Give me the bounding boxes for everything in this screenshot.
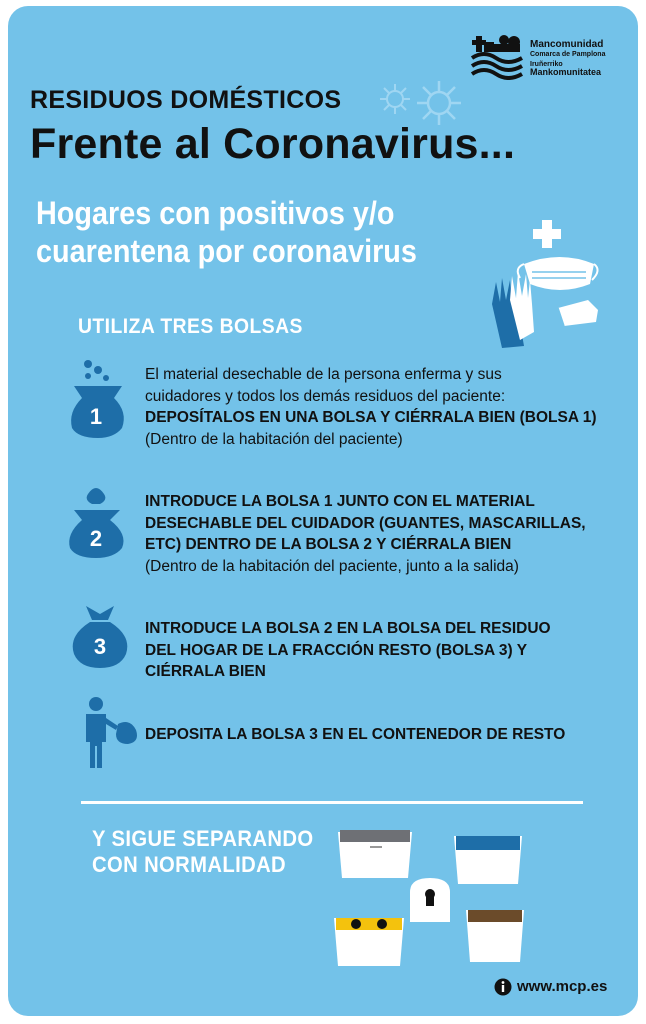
mancomunidad-logo-icon [470, 30, 526, 80]
step-1-number: 1 [89, 404, 103, 429]
yellow-bin-icon [334, 918, 404, 966]
bag-3-icon [68, 602, 132, 670]
step-4-line1: DEPOSITA LA BOLSA 3 EN EL CONTENEDOR DE RESTO [145, 726, 566, 743]
step-3-text [145, 618, 605, 683]
step-1-text [145, 364, 605, 451]
step-2-line1: INTRODUCE LA BOLSA 1 JUNTO CON EL MATERIAL [145, 493, 535, 510]
step-1-line1: El material desechable de la persona enferma y sus [145, 366, 502, 383]
step-3-line2: DEL HOGAR DE LA FRACCIÓN RESTO (BOLSA 3) Y [145, 641, 528, 659]
subtitle-line2: cuarentena por coronavirus [36, 232, 417, 269]
step-2-text [145, 491, 605, 578]
section-title: UTILIZA TRES BOLSAS [78, 315, 303, 338]
page-title: Frente al Coronavirus... [30, 120, 516, 168]
medical-supplies-icon [484, 212, 604, 352]
step-3-line1: INTRODUCE LA BOLSA 2 EN LA BOLSA DEL RESIDUO [145, 620, 551, 637]
step-1-line2: cuidadores y todos los demás residuos del paciente: [145, 387, 506, 405]
step-1-instruction: DEPOSÍTALOS EN UNA BOLSA Y CIÉRRALA BIEN (BOLSA 1) [145, 409, 597, 427]
grey-bin-icon [338, 830, 412, 878]
bag-2-icon [64, 480, 130, 560]
logo-line2: Comarca de Pamplona [530, 50, 606, 58]
step-3-number: 3 [93, 634, 107, 659]
blue-bin-icon [454, 836, 522, 884]
person-with-bag-icon [80, 696, 142, 770]
step-3-line3: CIÉRRALA BIEN [145, 663, 266, 681]
subtitle-line1: Hogares con positivos y/o [36, 195, 395, 231]
step-1-note: (Dentro de la habitación del paciente) [145, 431, 403, 449]
step-2-note: (Dentro de la habitación del paciente, junto a la salida) [145, 558, 519, 576]
info-icon [494, 978, 512, 996]
virus-large-icon [414, 78, 464, 128]
recycling-bins-icon [330, 826, 530, 976]
brown-bin-icon [466, 910, 524, 962]
virus-small-icon [378, 82, 412, 116]
title-small: RESIDUOS DOMÉSTICOS [30, 86, 342, 114]
website-link[interactable]: www.mcp.es [517, 978, 608, 995]
step-4-text [145, 724, 605, 746]
logo-text [530, 40, 605, 78]
divider [81, 801, 583, 804]
footer-line1: Y SIGUE SEPARANDO [92, 826, 314, 851]
footer-line2: CON NORMALIDAD [92, 852, 287, 878]
logo-line3: Iruñerriko [530, 60, 563, 68]
logo-line1: Mancomunidad [530, 39, 604, 50]
step-2-number: 2 [89, 526, 103, 551]
glass-bin-icon [410, 878, 450, 922]
footer-message [92, 826, 313, 879]
logo-line4: Mankomunitatea [530, 67, 602, 78]
subtitle [36, 195, 504, 271]
step-2-line2: DESECHABLE DEL CUIDADOR (GUANTES, MASCARILLAS, [145, 514, 586, 532]
step-2-line3: ETC) DENTRO DE LA BOLSA 2 Y CIÉRRALA BIEN [145, 536, 512, 554]
bag-1-icon [66, 358, 130, 440]
